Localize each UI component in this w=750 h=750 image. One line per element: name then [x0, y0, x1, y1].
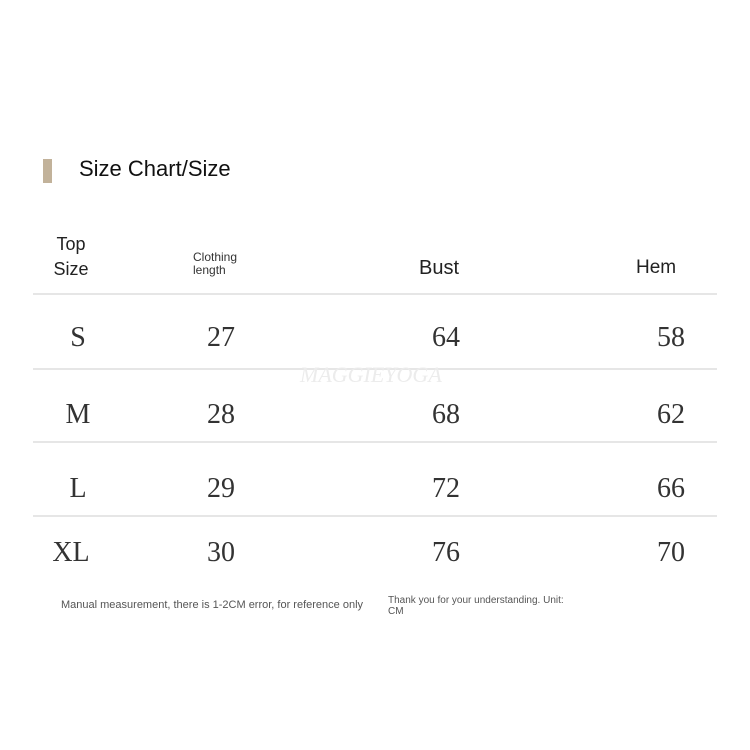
- header-bust: Bust: [419, 257, 460, 279]
- cell-size: L: [69, 473, 87, 504]
- cell-length: 27: [207, 322, 235, 353]
- header-hem: Hem: [636, 257, 677, 278]
- cell-hem: 70: [657, 537, 685, 568]
- unit-note-line2: CM: [388, 606, 404, 617]
- cell-bust: 76: [432, 537, 460, 568]
- unit-note: [388, 595, 588, 617]
- heading-accent-bar: [43, 159, 52, 183]
- header-length-label: length: [193, 263, 226, 277]
- cell-bust: 64: [432, 322, 460, 353]
- cell-size: S: [70, 322, 86, 353]
- cell-bust: 68: [432, 399, 460, 430]
- cell-length: 28: [207, 399, 235, 430]
- table-rule: [33, 515, 717, 517]
- header-clothing-label: Clothing: [193, 250, 238, 264]
- unit-note-line1: Thank you for your understanding. Unit:: [388, 595, 564, 606]
- cell-size: XL: [52, 537, 90, 568]
- cell-hem: 62: [657, 399, 685, 430]
- header-size-label: Size: [53, 259, 89, 279]
- cell-hem: 66: [657, 473, 685, 504]
- measurement-note: Manual measurement, there is 1-2CM error, for reference only: [61, 599, 364, 611]
- page-title: Size Chart/Size: [79, 156, 231, 181]
- watermark: MAGGIEYOGA: [300, 362, 442, 387]
- cell-hem: 58: [657, 322, 685, 353]
- header-top-size: [51, 232, 91, 282]
- header-top-label: Top: [56, 234, 86, 254]
- cell-size: M: [65, 399, 91, 430]
- header-clothing-length: [193, 251, 253, 277]
- table-rule: [33, 293, 717, 295]
- cell-bust: 72: [432, 473, 460, 504]
- table-rule: [33, 441, 717, 443]
- cell-length: 30: [207, 537, 235, 568]
- cell-length: 29: [207, 473, 235, 504]
